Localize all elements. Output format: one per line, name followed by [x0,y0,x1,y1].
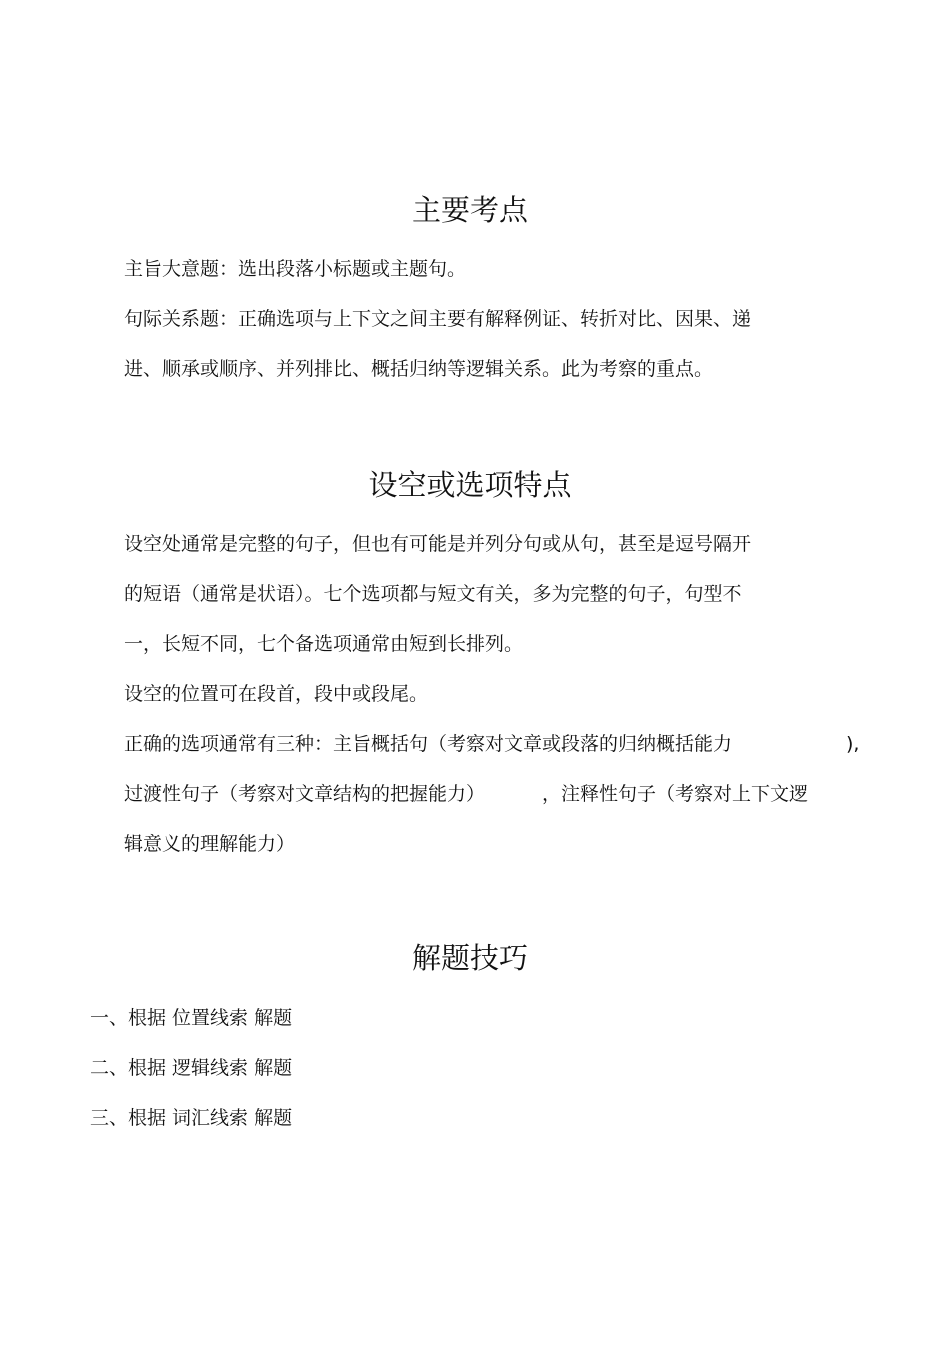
section-title-techniques: 解题技巧 [411,941,528,975]
paragraph-options-line-3: 辑意义的理解能力） [124,833,296,855]
section-title-blank-features: 设空或选项特点 [368,468,572,502]
paragraph-options-line-2: 过渡性句子（考察对文章结构的把握能力） [124,783,486,805]
paragraph-blank-line-1: 设空处通常是完整的句子，但也有可能是并列分句或从句，甚至是逗号隔开 [124,533,752,555]
list-item: 二、根据 逻辑线索 解题 [90,1057,293,1079]
paragraph-blank-line-3: 一，长短不同，七个备选项通常由短到长排列。 [124,633,524,655]
paragraph-options-line-2-tail: ，注释性句子（考察对上下文逻 [542,783,809,805]
list-item: 三、根据 词汇线索 解题 [90,1107,293,1129]
paragraph-relation-line-1: 句际关系题：正确选项与上下文之间主要有解释例证、转折对比、因果、递 [124,308,752,330]
paragraph-position: 设空的位置可在段首，段中或段尾。 [124,683,429,705]
paragraph-relation-line-2: 进、顺承或顺序、并列排比、概括归纳等逻辑关系。此为考察的重点。 [124,358,714,380]
list-item: 一、根据 位置线索 解题 [90,1007,293,1029]
paragraph-options-line-1-tail: ), [846,733,860,755]
paragraph-main-idea: 主旨大意题：选出段落小标题或主题句。 [124,258,467,280]
paragraph-options-line-1: 正确的选项通常有三种：主旨概括句（考察对文章或段落的归纳概括能力 [124,733,733,755]
section-title-key-points: 主要考点 [411,193,528,227]
paragraph-blank-line-2: 的短语（通常是状语）。七个选项都与短文有关，多为完整的句子，句型不 [124,583,742,605]
